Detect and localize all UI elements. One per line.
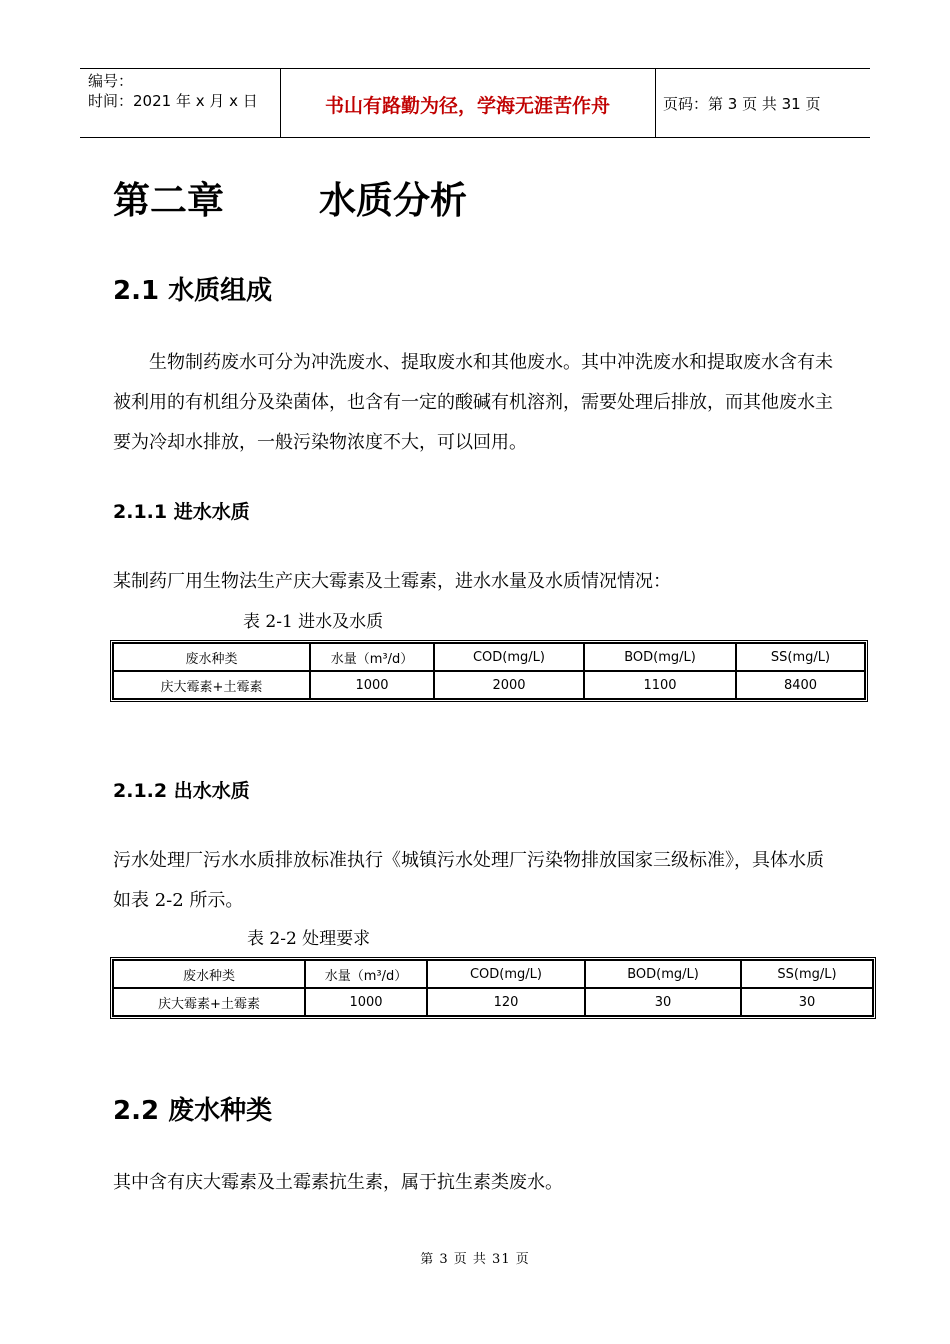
table-header-cell: BOD(mg/L) xyxy=(584,643,736,671)
table-caption-2-2: 表 2-2 处理要求 xyxy=(247,929,371,949)
section-2-1-2-paragraph: 污水处理厂污水水质排放标准执行《城镇污水处理厂污染物排放国家三级标准》，具体水质如表 2-2 所示。 xyxy=(113,850,824,911)
header-motto: 书山有路勤为径，学海无涯苦作舟 xyxy=(324,95,610,117)
table-header-cell: COD(mg/L) xyxy=(434,643,584,671)
chapter-title xyxy=(113,170,467,224)
table-cell: 1000 xyxy=(310,671,434,699)
header-page-info: 页码：第 3 页 共 31 页 xyxy=(663,95,821,113)
table-header-cell: 水量（m³/d） xyxy=(310,643,434,671)
section-2-1-1-paragraph: 某制药厂用生物法生产庆大霉素及土霉素，进水水量及水质情况情况： xyxy=(113,571,671,592)
table-cell: 庆大霉素+土霉素 xyxy=(113,671,310,699)
table-cell: 30 xyxy=(741,988,873,1016)
section-heading-2-2: 2.2 废水种类 xyxy=(113,1096,273,1126)
table-cell: 120 xyxy=(427,988,585,1016)
table-header-cell: SS(mg/L) xyxy=(741,960,873,988)
table-caption-2-1: 表 2-1 进水及水质 xyxy=(243,612,384,632)
page-footer: 第 3 页 共 31 页 xyxy=(420,1252,530,1267)
table-cell: 8400 xyxy=(736,671,865,699)
header-number-label: 编号： xyxy=(88,72,134,90)
table-cell: 1000 xyxy=(305,988,427,1016)
table-header-cell: SS(mg/L) xyxy=(736,643,865,671)
section-heading-2-1-2: 2.1.2 出水水质 xyxy=(113,780,250,802)
table-cell: 30 xyxy=(585,988,741,1016)
section-heading-2-1-1: 2.1.1 进水水质 xyxy=(113,501,250,523)
section-2-1-paragraph: 生物制药废水可分为冲洗废水、提取废水和其他废水。其中冲洗废水和提取废水含有未被利用的有机组分及染菌体，也含有一定的酸碱有机溶剂，需要处理后排放，而其他废水主要为冷却水排放，一般污染物浓度不大，可以回用。 xyxy=(113,352,833,453)
table-cell: 1100 xyxy=(584,671,736,699)
table-header-cell: COD(mg/L) xyxy=(427,960,585,988)
table-2-2 xyxy=(110,957,876,1019)
header-meta xyxy=(88,71,258,111)
chapter-name: 水质分析 xyxy=(319,179,467,222)
header-divider xyxy=(655,69,656,137)
table-header-cell: 水量（m³/d） xyxy=(305,960,427,988)
table-header-cell: 废水种类 xyxy=(113,960,305,988)
table-header-row xyxy=(113,960,873,988)
section-heading-2-1: 2.1 水质组成 xyxy=(113,276,273,306)
table-row xyxy=(113,671,865,699)
table-cell: 庆大霉素+土霉素 xyxy=(113,988,305,1016)
table-header-row xyxy=(113,643,865,671)
table-cell: 2000 xyxy=(434,671,584,699)
table-2-1 xyxy=(110,640,868,702)
table-row xyxy=(113,988,873,1016)
chapter-number: 第二章 xyxy=(113,179,224,222)
header-time-label: 时间：2021 年 x 月 x 日 xyxy=(88,92,258,110)
table-header-cell: BOD(mg/L) xyxy=(585,960,741,988)
table-header-cell: 废水种类 xyxy=(113,643,310,671)
page-header xyxy=(80,68,870,138)
section-2-2-paragraph: 其中含有庆大霉素及土霉素抗生素，属于抗生素类废水。 xyxy=(113,1172,563,1193)
